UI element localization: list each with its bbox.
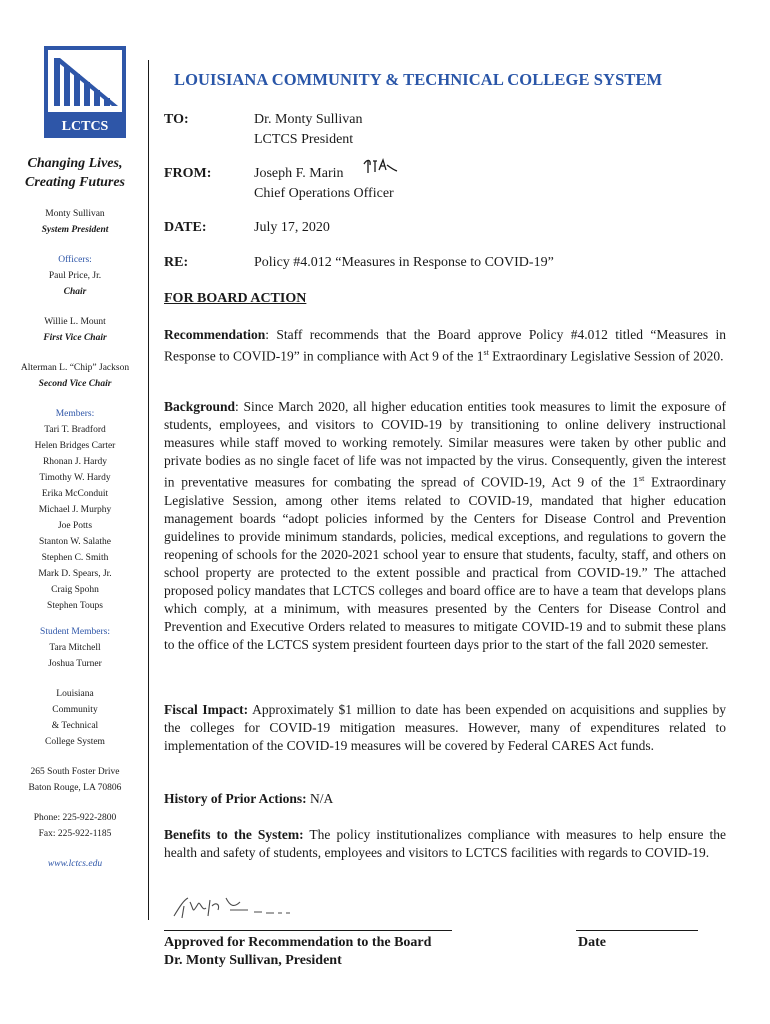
from-label: FROM:: [164, 166, 212, 181]
background-sup: st: [638, 474, 645, 483]
approval-line-1: Approved for Recommendation to the Board: [164, 935, 432, 950]
president-title: System President: [41, 225, 109, 235]
signature-line: [164, 930, 452, 931]
fiscal-impact-text: Approximately $1 million to date has been expended on acquisitions and supplies by the colleges for COVID-19 mitigation measures. However, many of expenditures related to implementation of the COVID-19 measures will be covered by Federal CARES Act funds.: [164, 702, 726, 753]
member-name: Stanton W. Salathe: [38, 537, 112, 547]
to-title: LCTCS President: [254, 132, 354, 147]
officer-name: Paul Price, Jr.: [48, 271, 102, 281]
member-name: Rhonan J. Hardy: [42, 457, 108, 467]
history-label: History of Prior Actions:: [164, 791, 307, 806]
fiscal-impact-paragraph: [164, 701, 726, 755]
officer-title: First Vice Chair: [43, 333, 107, 343]
approval-line-2: Dr. Monty Sullivan, President: [164, 953, 342, 968]
benefits-label: Benefits to the System:: [164, 827, 304, 842]
approval-block: [164, 934, 431, 970]
members-label: Members:: [55, 409, 95, 419]
address-line-1: 265 South Foster Drive: [30, 767, 120, 777]
handwritten-signature: [170, 892, 300, 924]
history-text: N/A: [306, 791, 334, 806]
member-name: Joe Potts: [57, 521, 93, 531]
sidebar-divider: [148, 60, 149, 920]
date-label: DATE:: [164, 220, 207, 235]
from-title: Chief Operations Officer: [254, 186, 394, 201]
member-name: Stephen C. Smith: [41, 553, 109, 563]
officer-name: Alterman L. “Chip” Jackson: [20, 363, 130, 373]
officers-block: [0, 252, 150, 392]
to-name: Dr. Monty Sullivan: [254, 112, 363, 127]
member-name: Craig Spohn: [51, 585, 99, 595]
lctcs-logo: [44, 46, 126, 138]
recommendation-text-a: : Staff recommends that the Board approve Policy #4.012 titled “Measures in Response to COVID-19” in compliance with Act 9 of the 1: [164, 327, 726, 364]
re-value: Policy #4.012 “Measures in Response to COVID-19”: [254, 255, 554, 270]
member-name: Helen Bridges Carter: [34, 441, 116, 451]
letterhead-sidebar: [0, 0, 150, 1024]
recommendation-sup: st: [483, 348, 489, 357]
recommendation-label: Recommendation: [164, 327, 266, 342]
student-members-label: Student Members:: [40, 627, 110, 637]
initials-signature: [362, 156, 398, 178]
president-name: Monty Sullivan: [45, 209, 105, 219]
recommendation-paragraph: [164, 326, 726, 366]
member-name: Erika McConduit: [41, 489, 109, 499]
website-link[interactable]: www.lctcs.edu: [47, 859, 103, 869]
background-paragraph: [164, 398, 726, 654]
student-members-block: [0, 624, 150, 672]
member-name: Tari T. Bradford: [44, 425, 106, 435]
logo-text: LCTCS: [61, 119, 109, 134]
background-text-a: : Since March 2020, all higher education entities took measures to limit the exposure of students, employees, and visitors to COVID-19 by transitioning to online delivery instructional measures while staff moved to working remotely. Similar measures were taken by other public and private bodies as no single facet of life was not impacted by the virus. Consequently, given the interest in preventative measures for combating the spread of COVID-19, Act 9 of the 1: [164, 399, 726, 490]
organization-block: [0, 686, 150, 750]
date-line: [576, 930, 698, 931]
student-member-name: Joshua Turner: [48, 659, 102, 669]
member-name: Michael J. Murphy: [38, 505, 112, 515]
to-value: [254, 110, 363, 150]
organization-title: LOUISIANA COMMUNITY & TECHNICAL COLLEGE SYSTEM: [174, 70, 663, 89]
org-line: College System: [45, 737, 105, 747]
date-value: July 17, 2020: [254, 220, 330, 235]
org-line: & Technical: [51, 721, 99, 731]
fax-number: Fax: 225-922-1185: [38, 829, 112, 839]
background-text-b: Extraordinary Legislative Session, among other items related to COVID-19, mandated that higher education management boards “adopt policies informed by the Centers for Disease Control and Prevention guidelines to provide minimum standards, policies, medical exceptions, and regulations to govern the reopening of schools for the 2020-2021 school year to ensure that students, faculty, staff, and others on school property are protected to the extent possible and practical from COVID-19.” The attached proposed policy mandates that LCTCS colleges and board office are to have a team that develops plans which comply, at a minimum, with measures presented by the Centers for Disease Control and Prevention and Executive Orders related to measures to mitigate COVID-19 and to submit these plans to the office of the LCTCS system president fourteen days prior to the start of the fall 2020 semester.: [164, 474, 727, 652]
officer-title: Chair: [63, 287, 87, 297]
recommendation-text-b: Extraordinary Legislative Session of 2020.: [488, 348, 724, 364]
tagline: [0, 154, 150, 192]
address-line-2: Baton Rouge, LA 70806: [28, 783, 122, 793]
benefits-text: The policy institutionalizes compliance with measures to help ensure the health and safety of students, employees and visitors to LCTCS facilities with regards to COVID-19.: [164, 827, 726, 860]
officers-label: Officers:: [58, 255, 92, 265]
to-label: TO:: [164, 112, 189, 127]
signature-date-label: Date: [578, 935, 606, 950]
history-paragraph: [164, 790, 726, 808]
background-label: Background: [164, 399, 236, 414]
from-name: Joseph F. Marin: [254, 166, 344, 181]
address-block: [0, 764, 150, 796]
org-line: Louisiana: [56, 689, 94, 699]
tagline-line-2: Creating Futures: [25, 175, 125, 190]
member-name: Stephen Toups: [47, 601, 103, 611]
officer-title: Second Vice Chair: [38, 379, 112, 389]
members-block: [0, 406, 150, 614]
member-name: Mark D. Spears, Jr.: [38, 569, 112, 579]
re-label: RE:: [164, 255, 189, 270]
website-block: [0, 856, 150, 872]
officer-name: Willie L. Mount: [44, 317, 106, 327]
for-board-action-heading: FOR BOARD ACTION: [164, 291, 307, 306]
phone-number: Phone: 225-922-2800: [33, 813, 117, 823]
contact-block: [0, 810, 150, 842]
org-line: Community: [52, 705, 98, 715]
tagline-line-1: Changing Lives,: [27, 156, 123, 171]
member-name: Timothy W. Hardy: [39, 473, 111, 483]
student-member-name: Tara Mitchell: [49, 643, 101, 653]
fiscal-impact-label: Fiscal Impact:: [164, 702, 249, 717]
president-block: [0, 206, 150, 238]
benefits-paragraph: [164, 826, 726, 862]
